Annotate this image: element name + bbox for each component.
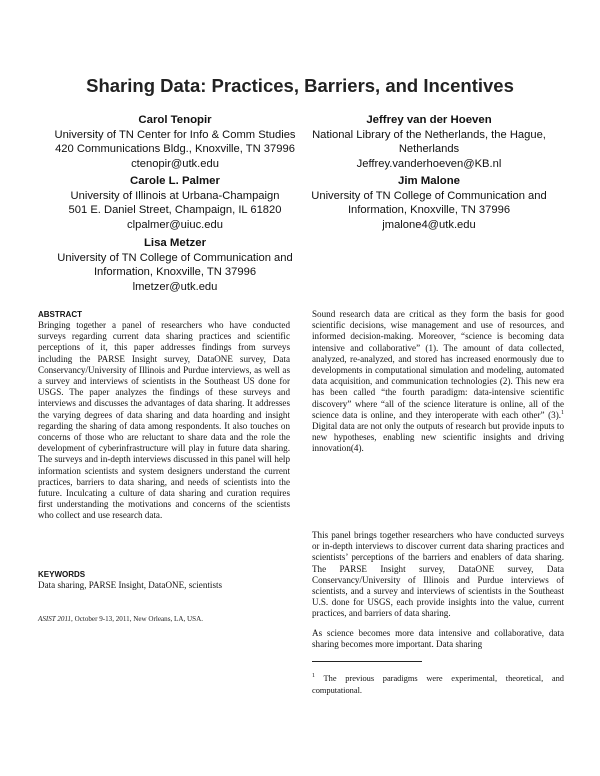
author-affiliation: University of TN Center for Info & Comm Studies: [54, 128, 296, 141]
conference-note: [38, 615, 203, 623]
author-address: Information, Knoxville, TN 37996: [93, 266, 257, 278]
footnote-text: The previous paradigms were experimental, theoretical, and computational.: [312, 674, 564, 695]
author-name: Lisa Metzer: [143, 237, 207, 249]
author-email: Jeffrey.vanderhoeven@KB.nl: [356, 157, 502, 170]
author-name: Jeffrey van der Hoeven: [366, 114, 492, 126]
abstract-section: [38, 310, 290, 522]
author-block: [40, 113, 310, 171]
intro-paragraph-2: This panel brings together researchers who have conducted surveys or in-depth interviews to discover current data sharing practices and scientists’ perceptions of the barriers and enablers of data sharing. The PARSE Insight survey, DataONE survey, Data Conservancy/University of Illinois and Purdue interviews of scientists, and a survey and interviews of scientists in the Southeast U.S. done for USGS, each provide insights into the value, current practices, and barriers of data sharing.: [312, 530, 564, 619]
footnote-ref: 1: [561, 409, 564, 416]
intro-paragraph-1-tail: Digital data are not only the outputs of research but provide inputs to new hypotheses, enabling new scientific insights and driving innovation(4).: [312, 421, 564, 454]
intro-paragraph-3: As science becomes more data intensive and collaborative, data sharing becomes more important. Data sharing: [312, 628, 564, 650]
author-block: [298, 113, 560, 171]
author-affiliation: University of TN College of Communication and: [311, 189, 547, 202]
author-email: lmetzer@utk.edu: [132, 280, 218, 293]
author-name: Carole L. Palmer: [130, 175, 220, 187]
abstract-heading: ABSTRACT: [38, 310, 82, 319]
author-address: Information, Knoxville, TN 37996: [347, 204, 511, 216]
paper-title: Sharing Data: Practices, Barriers, and Incentives: [86, 75, 514, 96]
author-address: 420 Communications Bldg., Knoxville, TN 37996: [55, 143, 295, 155]
keywords-heading: KEYWORDS: [38, 570, 86, 579]
keywords-text: Data sharing, PARSE Insight, DataONE, scientists: [38, 580, 223, 590]
footnote-mark: 1: [312, 673, 315, 680]
intro-paragraph-1-text: Sound research data are critical as they form the basis for good scientific decisions, wise management and use of resources, and informed decision-making. Moreover, “science is becoming data intensive and collaborative” (1). The amount of data collected, analyzed, re-analyzed, and stored has increased enormously due to developments in computational simulation and modeling, automated data acquisition, and communication technologies (2). This new era has been called “the fourth paradigm: data-intensive scientific discovery” where “all of the science literature is online, all of the science data is online, and they interoperate with each other” (3).: [312, 309, 564, 420]
author-affiliation: University of Illinois at Urbana-Champaign: [70, 189, 280, 202]
author-affiliation: National Library of the Netherlands, the Hague,: [312, 128, 546, 141]
author-email: jmalone4@utk.edu: [382, 218, 476, 231]
author-name: Carol Tenopir: [138, 114, 212, 126]
footnote-rule: [312, 661, 422, 662]
author-name: Jim Malone: [397, 175, 461, 187]
conference-name: ASIST 2011: [38, 615, 72, 623]
author-block: [40, 236, 310, 294]
conference-details: , October 9-13, 2011, New Orleans, LA, USA.: [71, 615, 203, 623]
abstract-text: Bringing together a panel of researchers who have conducted surveys regarding current data sharing practices and scientific perceptions of it, this paper addresses findings from surveys including the PARSE Insight survey, DataONE survey, Data Conservancy/University of Illinois and Purdue interviews, as well as a survey and interviews of scientists in the Southeast US done for USGS. The paper analyzes the findings of these surveys and interviews and discusses the advantages of data sharing. It addresses the varying degrees of data sharing and data hoarding and insight regarding the sharing of data among respondents. It also touches on concerns of those who are reluctant to share data and the role the development of cyberinfrastructure will play in future data sharing. The surveys and in-depth interviews discussed in this panel will help information scientists and system designers understand the current practices, barriers to data sharing, and needs of scientists into the future. Inculcating a culture of data sharing and curation requires first understanding the motivations and concerns of the scientists who collect and use research data.: [38, 320, 290, 521]
author-block: [298, 174, 560, 232]
author-email: clpalmer@uiuc.edu: [127, 218, 223, 231]
author-address: Netherlands: [398, 143, 460, 155]
footnote: [312, 673, 564, 696]
author-address: 501 E. Daniel Street, Champaign, IL 61820: [68, 204, 282, 216]
intro-paragraph-1: [312, 309, 564, 455]
keywords-section: [38, 570, 290, 591]
author-affiliation: University of TN College of Communication and: [57, 251, 293, 264]
author-email: ctenopir@utk.edu: [131, 157, 219, 170]
author-block: [40, 174, 310, 232]
